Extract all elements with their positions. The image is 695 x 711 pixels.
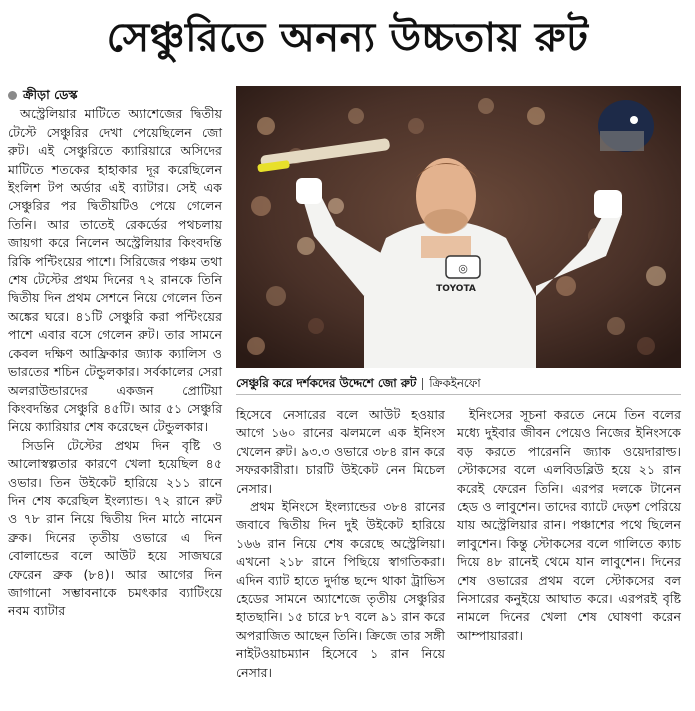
paragraph: সিডনি টেস্টের প্রথম দিন বৃষ্টি ও আলোস্বল্পতার কারণে খেলা হয়েছিল ৪৫ ওভার। তিন উইকেট হারিয়ে ২১১ রানে দিন শেষ করেছিল ইংল্যান্ড। ৭২ রানে রুট ও ৭৮ রান নিয়ে দ্বিতীয় দিন মাঠে নামেন ব্রুক। দিনের তৃতীয় ওভারে এ দিন বোলান্ডের বলে আউট হয়ে সাজঘরে ফেরেন ব্রুক (৮৪)। আর আগের দিন জাগানো সম্ভাবনাকে চমৎকার ব্যাটিংয়ে নবম ব্যাটার [8,437,222,619]
headline: সেঞ্চুরিতে অনন্য উচ্চতায় রুট [106,14,589,61]
photo-caption [236,374,681,395]
caption-separator [422,378,423,390]
svg-text:◎: ◎ [458,262,468,275]
article-photo [236,86,681,368]
byline-text: ক্রীড়া ডেস্ক [23,87,78,102]
paragraph: হিসেবে নেসারের বলে আউট হওয়ার আগে ১৬০ রানের ঝলমলে এক ইনিংস খেলেন রুট। ৯৩.৩ ওভারে ৩৮৪ রান করে সফরকারীরা। চারটি উইকেট নেন মিচেল নেসার। [236,407,445,496]
byline [8,86,222,104]
paragraph: ইনিংসের সূচনা করতে নেমে তিন বলের মধ্যে দুইবার জীবন পেয়েও নিজের ইনিংসকে বড় করতে পারেননি জ্যাক ওয়েদারাল্ড। স্টোকসের বলে এলবিডব্লিউ হয়ে ২১ রান করেই ফেরেন তিনি। এরপর দলকে টানেন হেড ও লাবুশেন। তাদের ব্যাটে দেড়শ পেরিয়ে যায় অস্ট্রেলিয়ার রান। পঞ্চাশের পথে ছিলেন লাবুশেন। কিন্তু স্টোকসের বলে গালিতে ক্যাচ দিয়ে ৪৮ রানেই থেমে যান লাবুশেন। দিনের শেষ ওভারের প্রথম বলে স্টোকসের বল নিসারের কনুইয়ে আঘাত করে। এরপরই বৃষ্টি নামলে দিনের খেলা শেষ ঘোষণা করেন আম্পায়াররা। [457,407,681,643]
photo-credit: ক্রিকইনফো [429,376,481,390]
paragraph: প্রথম ইনিংসে ইংল্যান্ডের ৩৮৪ রানের জবাবে দ্বিতীয় দিন দুই উইকেট হারিয়ে ১৬৬ রান নিয়ে শেষ করেছে অস্ট্রেলিয়া। এখনো ২১৮ রানে পিছিয়ে স্বাগতিকরা। এদিন ব্যাট হাতে দুর্দান্ত ছন্দে থাকা ট্রাভিস হেডের সামনে অ্যাশেজে তৃতীয় সেঞ্চুরির হাতছানি। ১৫ চারে ৮৭ বলে ৯১ রান করে অপরাজিত আছেন তিনি। ক্রিজে তার সঙ্গী নাইটওয়াচম্যান হিসেবে ১ রান নিয়ে নেসার। [236,499,445,680]
photo-illustration [236,86,681,368]
article-column-left [8,86,222,621]
article-column-right [457,406,681,645]
paragraph: অস্ট্রেলিয়ার মাটিতে অ্যাশেজের দ্বিতীয় টেস্টে সেঞ্চুরির দেখা পেয়েছিলেন জো রুট। এই সেঞ্চুরিতে ক্যারিয়ারে অসিদের মাটিতে শতকের হাহাকার দূর করেছিলেন ইংলিশ টপ অর্ডার এই ব্যাটার। সেই এক সেঞ্চুরির পর দ্বিতীয়টিও পেয়ে গেলেন তিনি। আর তাতেই রেকর্ডের পথচলায় জায়গা করে নিলেন অস্ট্রেলিয়ার কিংবদন্তি রিকি পন্টিংয়ের পাশে। সিরিজের পঞ্চম তথা শেষ টেস্টের প্রথম দিনের ৭২ রানকে তিনি দ্বিতীয় দিন প্রথম সেশনে নিয়ে গেলেন তিন অঙ্কের ঘরে। ৪১টি সেঞ্চুরি করা পন্টিংয়ের পাশে এবার বসে গেলেন রুট। তার সামনে কেবল দক্ষিণ আফ্রিকার জ্যাক ক্যালিস ও ভারতের শচিন টেন্ডুলকার। সর্বকালের সেরা অলরাউন্ডারদের একজন প্রোটিয়া কিংবদন্তির সেঞ্চুরি ৪৫টি। আর ৫১ সেঞ্চুরি নিয়ে ক্যারিয়ার শেষ করেছেন টেন্ডুলকার। [8,106,222,435]
caption-text: সেঞ্চুরি করে দর্শকদের উদ্দেশে জো রুট [236,376,417,390]
byline-bullet-icon [8,91,17,100]
jersey-sponsor: TOYOTA [436,284,476,294]
article-column-middle [236,406,445,682]
